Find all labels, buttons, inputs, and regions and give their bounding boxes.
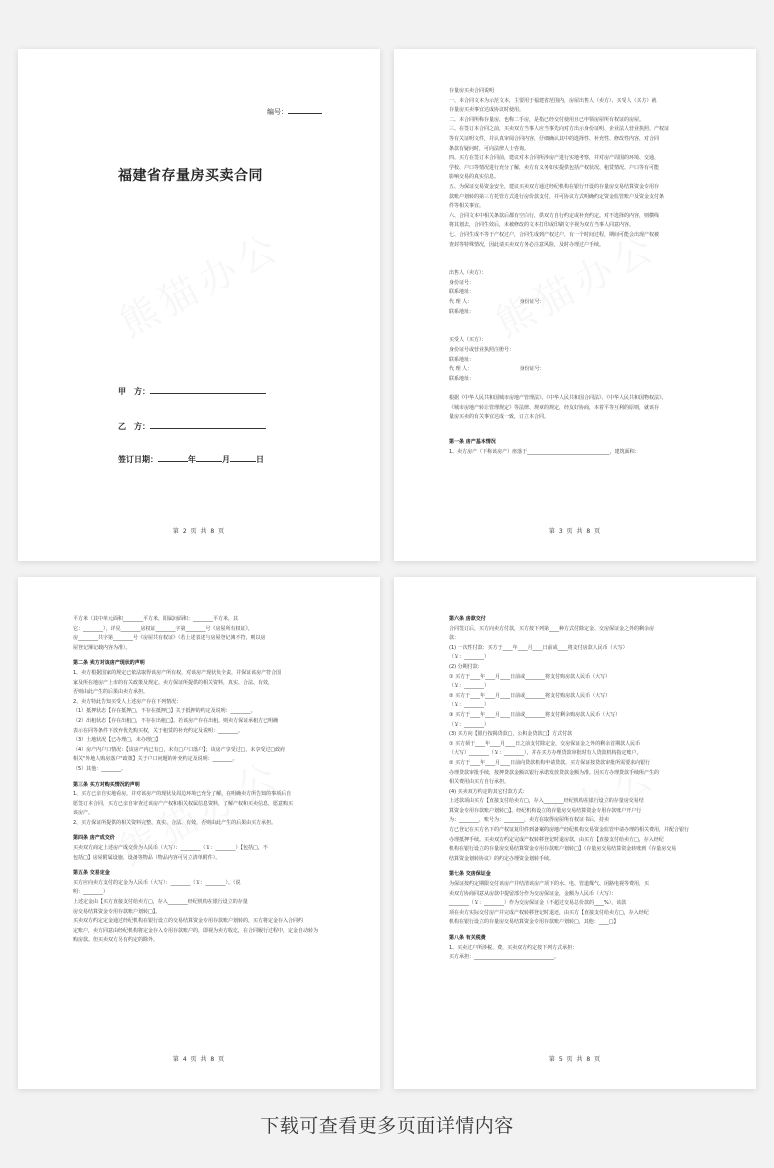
text-line: 将其划去，合同生效后，未被修改的文本打印或印刷文字视为双方当事人同意内容。	[449, 222, 635, 229]
preamble-line: 《城市房地产转让管理规定》等法律、规章的规定，经友好协商，本着平等互利的原则，就该存	[449, 404, 660, 411]
text-line: （4）房产内户口情况：【该房产内已有□，未有□户口落户】；该房产享受过□，未享受过□政府	[73, 746, 286, 753]
seller-line: 联系地址：	[449, 289, 475, 296]
text-line: 四、买方在签订本合同前，建议对本合同所涉房产进行实地考察，并对房产周围的环境、交通、	[449, 155, 660, 162]
text-line: 五、为保证交易资金安全，建议买卖双方通过经纪机构在银行开设的存量房交易结算资金专用存	[449, 183, 660, 190]
day-blank	[230, 453, 256, 462]
text-line: （大写）________（￥：________），并在买方办理贷款审批时有人贷款机构指定账户。	[449, 750, 642, 757]
text-line: 办理抵押手续。买卖双方约定完成产权转移登记时退房款，由买方【直接支付给卖方□，存入经纪	[449, 836, 664, 843]
year-blank	[158, 453, 188, 462]
text-line: （￥：________）	[449, 683, 490, 690]
text-line: 购房款。但买卖双方另有约定的除外。	[73, 937, 159, 944]
buyer-line: 联系地址：	[449, 375, 475, 382]
text-line: 1、买方已亲自实地看房，并对该房产的现状及周边环境已充分了解，在明确卖方所告知的事项后自	[73, 791, 292, 798]
text-line: 存量房买卖事宜达成协议时使用。	[449, 107, 525, 114]
text-line: 等有关证明文件，并认真审阅合同内容，仔细确认其中的选择性、补充性、修改性内容，对合同	[449, 135, 660, 142]
text-line: 买卖双方约定定金通过经纪机构在银行设立的交易结算资金专用存款账户划转的，买方将定金存入合同约	[73, 918, 304, 925]
year-label: 年	[188, 455, 196, 464]
text-line: 上述定金由【买方直接支付给卖方□，存入________经纪机构在银行设立的存量	[73, 899, 248, 906]
text-line: 影响交易的真实信息。	[449, 174, 500, 181]
text-line: （￥：________）	[449, 721, 490, 728]
sign-date-field	[118, 453, 264, 465]
serial-label: 编号：	[267, 108, 288, 116]
text-line: 办理贷款审批手续，按押贷款金额以银行承诺发放贷款金额为准。因买方办理贷款手续所产生的	[449, 769, 660, 776]
article-title: 第三条 买方对购买情况的声明	[73, 781, 140, 788]
text-line: 买方承担：________________________________。	[449, 954, 560, 961]
party-b-label: 乙 方：	[118, 422, 150, 431]
text-line: 1、买卖过户所涉税、费，买卖双方约定按下列方式承担：	[449, 944, 578, 951]
article-title: 第四条 房产成交价	[73, 835, 115, 842]
page-footer: 第 3 页 共 8 页	[548, 528, 602, 535]
seller-line: 代 理 人： 身份证号：	[449, 299, 545, 306]
text-line: 平方米（其中单元面积________平方米，阳属间面积：________平方米，其	[73, 616, 239, 622]
text-line: ① 买方于____年____月____日前或________将支付购房款人民币（大写）	[449, 673, 611, 680]
text-line: 表示在同等条件下放弃优先购买权，关于租赁的补充约定及说明：________。	[73, 727, 244, 734]
text-line: 买卖双方商定上述房产成交价为人民币（大写）：________（￥：________）【包括□，不	[73, 845, 268, 852]
text-line: 包括□】房屋附属设施、设备等物品（物品内容可另立清单附件）。	[73, 854, 221, 861]
text-line: 明：________）	[73, 889, 109, 896]
serial-blank	[288, 106, 322, 114]
text-line: 算资金专用存款账户划转□】。经纪机构设立的存量房交易结算资金专用存款账户开户行	[449, 807, 642, 814]
text-line: 定账户，卖方同意由经纪机构将定金存入专用存款账户的，即视为卖方收讫，在合同履行过程中，定金自动转为	[73, 927, 319, 934]
article-title: 第八条 有关税费	[449, 935, 486, 941]
text-line: 查封等特殊情况，因此请买卖双方务必注意风险，及时办理过户手续。	[449, 241, 605, 248]
page-footer: 第 4 页 共 8 页	[172, 1056, 226, 1063]
buyer-line: 身份证号或营业执照注册号：	[449, 347, 515, 354]
party-a-label: 甲 方：	[118, 387, 150, 396]
text-line: 项在卖方实际交付房产并完成产权转移登记时退还，由买方【直接支付给卖方□，存入经纪	[449, 909, 649, 916]
text-line: 房交易结算资金专用存款账户划转□】。	[73, 908, 161, 915]
text-line: （￥：________）	[449, 702, 490, 709]
party-b-field	[118, 420, 266, 432]
party-a-field	[118, 385, 266, 397]
text-line: 否则由此产生的后果由卖方承担。	[73, 689, 149, 696]
contract-title: 福建省存量房买卖合同	[118, 168, 263, 184]
article-title: 第七条 交房保证金	[449, 871, 491, 878]
serial-number-field	[267, 106, 322, 117]
text-line: (2) 分期付款：	[449, 663, 483, 670]
text-line: 该房产。	[73, 810, 94, 817]
document-page-articles-1	[18, 577, 380, 1089]
text-line: 学校、户口等情况进行充分了解，卖方有义务如实提供包括产权状况、租赁情况、户口等有可能	[449, 164, 660, 171]
day-label: 日	[256, 455, 264, 464]
text-line: 买方应向卖方支付的定金为人民币（大写）：________（￥：________）。（说	[73, 879, 241, 886]
text-line: 二、本合同所称存量房，也称二手房，是指已经交付使用且已申领房屋所有权证的房屋。	[449, 116, 645, 123]
text-line: 1、卖方房产（下称该房产）座落于_________________________________，建筑面积：	[449, 448, 640, 455]
page-body	[449, 87, 698, 458]
party-b-blank	[150, 420, 266, 429]
download-more-caption[interactable]: 下载可查看更多页面详情内容	[260, 1115, 514, 1137]
document-page-articles-2	[394, 577, 756, 1089]
seller-line: 身份证号：	[449, 279, 475, 286]
text-line: 相关"外地人购房落户"政策】关于户口问题的补充约定及说明：________。	[73, 756, 238, 763]
article-title: 第六条 房款交付	[449, 616, 486, 622]
text-line: 屋登记簿记载内容为准）。	[73, 644, 131, 651]
text-line: （2）出租状态【存在出租□，不存在出租□】。若该房产存在出租，则卖方保证承租方已明确	[73, 717, 279, 724]
text-line: 款：	[449, 635, 460, 642]
text-line: ________（￥：________）作为交房保证金（不超过交易总价款的____%），该款	[449, 900, 627, 907]
month-label: 月	[222, 455, 230, 464]
preamble-line: 根据《中华人民共和国城市房地产管理法》、《中华人民共和国合同法》、《中华人民共和国物权法》、	[449, 395, 667, 401]
month-blank	[196, 453, 222, 462]
sign-date-label: 签订日期：	[118, 455, 158, 464]
text-line: （3）土地状况【已办理□，未办理□】	[73, 737, 161, 744]
page-body	[449, 615, 698, 963]
text-line: 三、在签订本合同之前，买卖双方当事人应当事先向对方出示身份证明、企业法人营业执照、产权证	[449, 126, 670, 133]
text-line: 相关费用由买方自行承担。	[449, 779, 510, 786]
text-line: 款账户划转的第三方托管方式进行房价款支付，并可协议方式明确约定资金监管账户及资金支付条	[449, 193, 665, 200]
text-line: ③ 买方于____年____月____日前或________将支付剩余购房款人民币（大写）	[449, 711, 621, 718]
buyer-line: 买受人（买方）：	[449, 337, 487, 344]
document-page-instructions	[394, 49, 756, 561]
text-line: 为：________，账号为：________，卖方在取得房屋所有权证书后，持卖	[449, 817, 610, 824]
text-line: 一、本合同文本为示范文本，主要用于福建省范围内，房屋出售人（卖方）、买受人（买方）就	[449, 97, 657, 104]
text-line: （5）其他：________。	[73, 765, 127, 772]
page-body	[73, 615, 322, 946]
page-footer: 第 5 页 共 8 页	[548, 1056, 602, 1063]
text-line: 合同签订后，买方向卖方付款，买方按下列第____种方式付除定金、交房保证金之外的剩余房	[449, 625, 655, 632]
preamble-line: 量房买卖的有关事宜达成一致，订立本合同。	[449, 414, 550, 421]
party-a-blank	[150, 385, 266, 394]
text-line: 上述款项由买方【直接支付给卖方□，存入________经纪机构在银行设立的存量房交易结	[449, 798, 644, 805]
text-line: ② 买方于____年____月____日前或________将支付购房款人民币（大写）	[449, 692, 611, 699]
text-line: 条款有疑问时，可向法律人士咨询。	[449, 145, 530, 152]
text-line: 七、合同生成不等于产权过户，合同生成到产权过户，有一个时间过程，期间可能会出现产权被	[449, 231, 660, 238]
text-line: ② 买方于____年____月____日前向贷款机构申请贷款，买方保证按贷款审批所需要求向银行	[449, 759, 651, 766]
article-title: 第二条 卖方对该房产现状的声明	[73, 660, 145, 667]
text-line: (3) 买方向【银行按揭贷款□，公积金贷款□】方式付款	[449, 731, 573, 738]
text-line: 2、买方保证所提供的相关资料完整、真实、合法、有效，否则由此产生的后果由买方承担。	[73, 819, 277, 826]
text-line: ① 买方须于____年____月____日之前支付除定金，交房保证金之外的剩余首期款人民币	[449, 740, 641, 747]
text-line: 方已登记在买方名下的产权证复印件到备案的房地产经纪机构交易资金监管申请办理的相关费用，并配合银行	[449, 827, 690, 834]
article-title: 第五条 交易定金	[73, 870, 110, 877]
text-line: 六、合同文本中相关条款后都有空白行，供双方自行约定或补充约定。对不选择的内容，则横线	[449, 212, 660, 219]
text-line: （1）抵押状态【存在抵押□，不存在抵押□】关于抵押的约定及说明：________。	[73, 708, 256, 715]
seller-line: 出售人（卖方）：	[449, 270, 487, 277]
document-page-cover	[18, 49, 380, 561]
text-line: 它：________），详见________房权证________字第________号《房屋所有权证》，	[73, 625, 254, 632]
text-line: 件等相关事宜。	[449, 203, 485, 210]
seller-line: 联系地址：	[449, 308, 475, 315]
text-line: 机构在银行设立的存量房交易结算资金专用存款账户划转□，其他：____□】	[449, 919, 619, 926]
buyer-line: 联系地址：	[449, 356, 475, 363]
page-footer: 第 2 页 共 8 页	[172, 528, 226, 535]
text-line: 为保证按约定期限交付该房产并结清该房产项下的水、电、管道煤气、闭路电视等费用，买	[449, 881, 650, 888]
text-line: 机构在银行设立的存量房交易结算资金专用存款账户划转□】（存量房交易结算资金转账到《存量房交易	[449, 846, 677, 853]
text-line: 愿签订本合同，买方已亲自审查过该房产产权和相关权属信息资料，了解产权和买卖信息，愿意购买	[73, 800, 294, 807]
article-title: 第一条 房产基本情况	[449, 439, 496, 446]
buyer-line: 代 理 人： 身份证号：	[449, 366, 545, 373]
text-line: (1) 一次性付款：买方于____年____月____日前或____将支付房款人民币（大写）	[449, 644, 628, 651]
text-line: 存量房买卖合同说明	[449, 88, 495, 94]
text-line: 房________共字第________号《房屋共有权证》（若上述表述与房屋登记簿不符，则以房	[73, 635, 266, 642]
text-line: 卖双方协商同意从房款中提留部分作为交房保证金，金额为人民币（大写）：	[449, 890, 617, 897]
text-line: 1、卖方根据国家的规定已依法取得该房产所有权，对该房产现状负全责，并保证该房产符合国	[73, 669, 282, 676]
text-line: (4) 买卖双方约定的其它付款方式：	[449, 788, 528, 795]
watermark	[26, 172, 371, 391]
text-line: 家及所在地房产上市的有关政策及规定。卖方保证所提供的相关资料，真实、合法、有效，	[73, 679, 274, 686]
text-line: 结算资金划转协议》的约定办理资金划转手续。	[449, 855, 555, 862]
text-line: 2、卖方特此告知买受人上述房产存在下列情况：	[73, 698, 182, 705]
text-line: （￥：________）	[449, 654, 490, 661]
